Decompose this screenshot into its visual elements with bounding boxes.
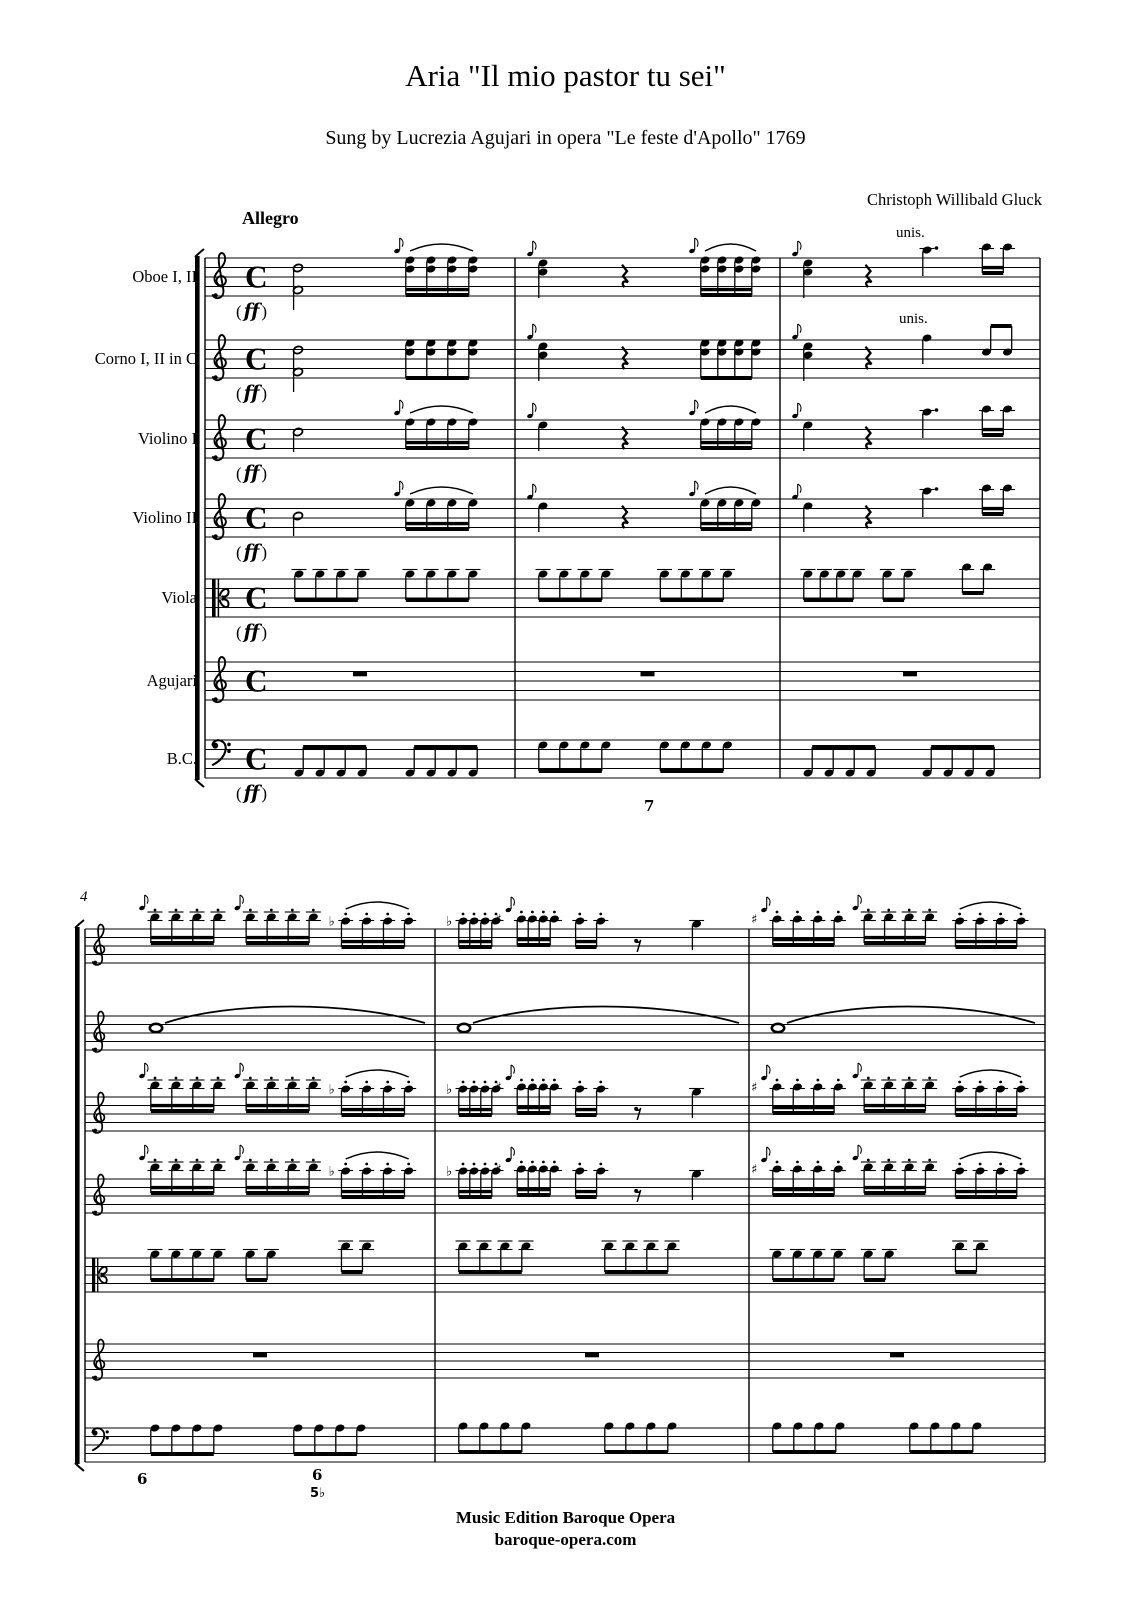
dynamic-ff-corno	[236, 382, 267, 404]
treble-clef-icon	[213, 494, 226, 539]
svg-text:♭: ♭	[328, 914, 335, 930]
time-signature: C	[245, 580, 268, 616]
svg-text:♯: ♯	[751, 912, 758, 928]
paren-close: )	[261, 302, 268, 321]
dynamic-label: ff	[243, 462, 260, 484]
system-1-staff-violino-2	[205, 481, 1040, 539]
paren-close: )	[261, 623, 268, 642]
page-title: Aria "Il mio pastor tu sei"	[405, 58, 726, 93]
time-signature: C	[245, 421, 268, 457]
treble-clef-icon	[213, 253, 226, 298]
treble-clef-icon	[93, 1093, 105, 1133]
dynamic-ff-oboe	[236, 300, 267, 322]
treble-clef-icon	[93, 1175, 105, 1215]
system-2-staff-corno	[85, 1007, 1045, 1052]
system-2-staff-violino-1	[85, 1063, 1045, 1133]
svg-text:♭: ♭	[446, 1164, 453, 1180]
dynamic-ff-bc	[236, 782, 267, 804]
figured-bass-5-flat: 5♭	[310, 1486, 326, 1501]
paren-open: (	[236, 543, 242, 562]
svg-text:♯: ♯	[495, 1162, 502, 1178]
unison-marking-corno: unis.	[899, 311, 928, 327]
dynamic-ff-violino-2	[236, 541, 267, 563]
figured-bass-7: 7	[644, 797, 655, 815]
footer-website: baroque-opera.com	[494, 1530, 637, 1549]
bass-clef-icon	[92, 1428, 109, 1450]
page-subtitle: Sung by Lucrezia Agujari in opera "Le feste d'Apollo" 1769	[325, 127, 806, 149]
svg-text:♭: ♭	[328, 1164, 335, 1180]
treble-clef-icon	[93, 925, 105, 965]
system-2-staff-oboe	[85, 895, 1045, 965]
system-2-staff-violino-2	[85, 1145, 1045, 1215]
paren-close: )	[261, 384, 268, 403]
svg-text:♯: ♯	[751, 1080, 758, 1096]
instrument-label-bc: B.C.	[166, 749, 197, 768]
instrument-label-violino-1: Violino I	[137, 429, 197, 448]
treble-clef-icon	[213, 415, 226, 460]
system-2-staff-agujari	[85, 1340, 1045, 1380]
treble-clef-icon	[213, 335, 226, 380]
svg-text:♭: ♭	[446, 1082, 453, 1098]
system-1-staff-agujari	[205, 657, 1040, 702]
paren-open: (	[236, 784, 242, 803]
svg-text:♯: ♯	[495, 912, 502, 928]
instrument-label-violino-2: Violino II	[132, 508, 197, 527]
system-2	[75, 895, 1045, 1471]
treble-clef-icon	[93, 1012, 105, 1052]
paren-open: (	[236, 384, 242, 403]
system-2-staff-viola	[85, 1241, 1045, 1292]
treble-clef-icon	[213, 657, 226, 702]
time-signature: C	[245, 341, 268, 377]
instrument-label-oboe: Oboe I, II	[132, 267, 197, 286]
svg-text:♭: ♭	[328, 1082, 335, 1098]
system-1-staff-bc	[205, 740, 1040, 778]
treble-clef-icon	[93, 1340, 105, 1380]
dynamic-label: ff	[243, 382, 260, 404]
dynamic-label: ff	[243, 300, 260, 322]
measure-number-4: 4	[80, 889, 88, 905]
dynamic-label: ff	[243, 541, 260, 563]
instrument-label-agujari: Agujari	[146, 671, 197, 690]
figured-bass-6b: 6	[312, 1466, 323, 1484]
dynamic-label: ff	[243, 782, 260, 804]
system-bracket	[75, 927, 80, 1464]
unison-marking-oboe: unis.	[896, 225, 925, 241]
time-signature: C	[245, 259, 268, 295]
svg-text:♯: ♯	[751, 1162, 758, 1178]
system-2-staff-bc	[85, 1421, 1045, 1462]
tempo-marking: Allegro	[242, 208, 299, 228]
system-1-staff-oboe	[205, 238, 1040, 310]
paren-open: (	[236, 623, 242, 642]
time-signature: C	[245, 663, 268, 699]
paren-close: )	[261, 464, 268, 483]
system-1-staff-viola	[205, 562, 1040, 617]
dynamic-ff-viola	[236, 621, 267, 643]
system-1-staff-corno	[205, 324, 1040, 392]
paren-open: (	[236, 302, 242, 321]
paren-open: (	[236, 464, 242, 483]
instrument-label-viola: Viola	[161, 588, 197, 607]
composer-name: Christoph Willibald Gluck	[866, 190, 1042, 209]
time-signature: C	[245, 741, 268, 777]
figured-bass-6a: 6	[137, 1470, 148, 1488]
time-signature: C	[245, 500, 268, 536]
instrument-label-corno: Corno I, II in C	[94, 349, 197, 368]
svg-text:♭: ♭	[446, 914, 453, 930]
dynamic-label: ff	[243, 621, 260, 643]
bass-clef-icon	[212, 740, 231, 765]
system-1-staff-violino-1	[205, 400, 1040, 460]
footer-publisher: Music Edition Baroque Opera	[455, 1508, 676, 1527]
dynamic-ff-violino-1	[236, 462, 267, 484]
paren-close: )	[261, 543, 268, 562]
svg-text:♯: ♯	[495, 1080, 502, 1096]
paren-close: )	[261, 784, 268, 803]
